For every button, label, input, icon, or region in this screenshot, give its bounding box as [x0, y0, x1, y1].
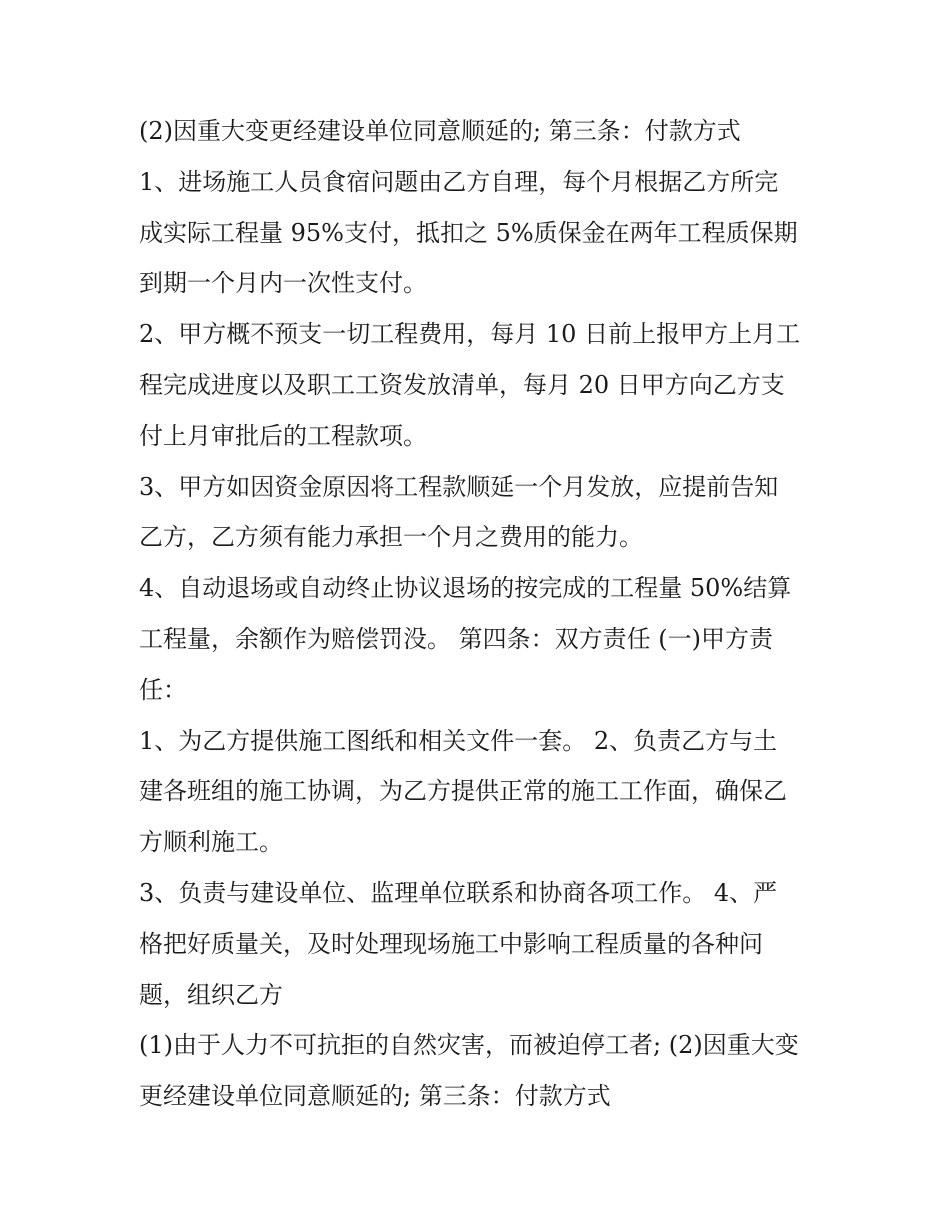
paragraph: [139, 1020, 819, 1122]
text-line: 成实际工程量 95%支付，抵扣之 5%质保金在两年工程质保期: [139, 218, 798, 247]
text-line: 建各班组的施工协调，为乙方提供正常的施工工作面，确保乙: [139, 777, 787, 806]
text-line: (2)因重大变更经建设单位同意顺延的; 第三条：付款方式: [139, 117, 741, 145]
text-line: 更经建设单位同意顺延的; 第三条：付款方式: [139, 1082, 611, 1111]
text-line: 程完成进度以及职工工资发放清单，每月 20 日甲方向乙方支: [139, 370, 785, 399]
text-line: 付上月审批后的工程款项。: [139, 421, 427, 450]
paragraph: [139, 462, 819, 564]
text-line: (1)由于人力不可抗拒的自然灾害，而被迫停工者; (2)因重大变: [139, 1031, 799, 1060]
text-line: 乙方，乙方须有能力承担一个月之费用的能力。: [139, 523, 643, 552]
paragraph: [139, 106, 819, 157]
text-line: 2、甲方概不预支一切工程费用，每月 10 日前上报甲方上月工: [139, 320, 801, 349]
text-line: 3、甲方如因资金原因将工程款顺延一个月发放，应提前告知: [139, 472, 779, 501]
text-line: 到期一个月内一次性支付。: [139, 269, 427, 298]
paragraph: [139, 309, 819, 461]
text-line: 工程量，余额作为赔偿罚没。 第四条：双方责任 (一)甲方责: [139, 624, 773, 653]
text-line: 任：: [139, 675, 187, 704]
document-body: [139, 106, 819, 1122]
text-line: 方顺利施工。: [139, 828, 283, 857]
paragraph: [139, 563, 819, 715]
paragraph: [139, 716, 819, 868]
text-line: 格把好质量关，及时处理现场施工中影响工程质量的各种问: [139, 929, 763, 958]
text-line: 1、进场施工人员食宿问题由乙方自理，每个月根据乙方所完: [139, 167, 779, 196]
text-line: 4、自动退场或自动终止协议退场的按完成的工程量 50%结算: [139, 574, 792, 603]
text-line: 1、为乙方提供施工图纸和相关文件一套。 2、负责乙方与土: [139, 726, 778, 755]
text-line: 3、负责与建设单位、监理单位联系和协商各项工作。 4、严: [139, 878, 778, 907]
paragraph: [139, 868, 819, 1020]
text-line: 题，组织乙方: [139, 980, 283, 1009]
paragraph: [139, 157, 819, 309]
